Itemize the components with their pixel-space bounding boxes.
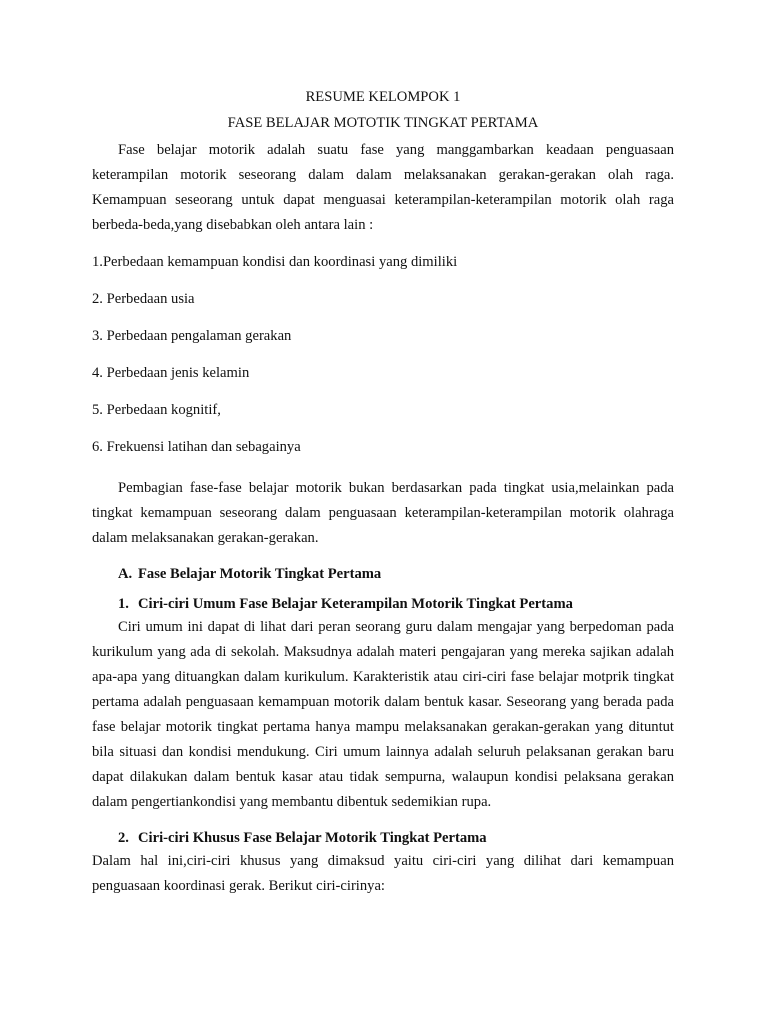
subsection-2-body: Dalam hal ini,ciri-ciri khusus yang dimaksud yaitu ciri-ciri yang dilihat dari kemampuan penguasaan koordinasi gerak. Berikut ciri-cirinya: xyxy=(92,853,674,894)
list-item: 4. Perbedaan jenis kelamin xyxy=(92,365,250,381)
subsection-2-title: Ciri-ciri Khusus Fase Belajar Motorik Tingkat Pertama xyxy=(138,830,487,846)
subsection-2-marker: 2. xyxy=(118,830,129,846)
list-item: 5. Perbedaan kognitif, xyxy=(92,402,221,418)
subsection-1-marker: 1. xyxy=(118,596,129,612)
division-paragraph: Pembagian fase-fase belajar motorik bukan berdasarkan pada tingkat usia,melainkan pada tingkat kemampuan seseorang dalam penguasaan keterampilan-keterampilan motorik olahraga dalam melaksanakan gerakan-gerakan. xyxy=(92,480,674,546)
list-item: 6. Frekuensi latihan dan sebagainya xyxy=(92,439,301,455)
subsection-1-heading xyxy=(118,593,674,615)
subsection-2-heading xyxy=(118,827,674,849)
factor-list xyxy=(92,251,674,458)
subsection-1-title: Ciri-ciri Umum Fase Belajar Keterampilan Motorik Tingkat Pertama xyxy=(138,596,573,612)
document-title: RESUME KELOMPOK 1 xyxy=(305,89,461,105)
document-subtitle: FASE BELAJAR MOTOTIK TINGKAT PERTAMA xyxy=(227,115,539,131)
subsection-1-body: Ciri umum ini dapat di lihat dari peran seorang guru dalam mengajar yang berpedoman pada kurikulum yang ada di sekolah. Maksudnya adalah materi pengajaran yang mereka sajikan adalah apa-apa yang dituangkan dalam kurikulum. Karakteristik atau ciri-ciri fase belajar motprik tingkat pertama adalah penguasaan kemampuan motorik dalam bentuk kasar. Seseorang yang berada pada fase belajar motorik tingkat pertama hanya mampu melaksanakan gerakan-gerakan yang dituntut bila situasi dan kondisi mendukung. Ciri umum lainnya adalah seluruh pelaksanan gerakan baru dapat dilakukan dalam bentuk kasar atau tidak sempurna, walaupun kondisi pelaksana gerakan dalam pengertiankondisi yang membantu dibentuk sedemikian rupa. xyxy=(92,619,674,810)
section-a-title: Fase Belajar Motorik Tingkat Pertama xyxy=(138,566,382,582)
section-a-marker: A. xyxy=(118,566,133,582)
section-a-heading xyxy=(118,563,674,585)
list-item: 2. Perbedaan usia xyxy=(92,291,195,307)
intro-paragraph: Fase belajar motorik adalah suatu fase yang manggambarkan keadaan penguasaan keterampilan motorik seseorang dalam dalam melaksanakan gerakan-gerakan olah raga. Kemampuan seseorang untuk dapat menguasai keterampilan-keterampilan motorik olah raga berbeda-beda,yang disebabkan oleh antara lain : xyxy=(92,142,674,233)
list-item: 1.Perbedaan kemampuan kondisi dan koordinasi yang dimiliki xyxy=(92,254,458,270)
list-item: 3. Perbedaan pengalaman gerakan xyxy=(92,328,292,344)
